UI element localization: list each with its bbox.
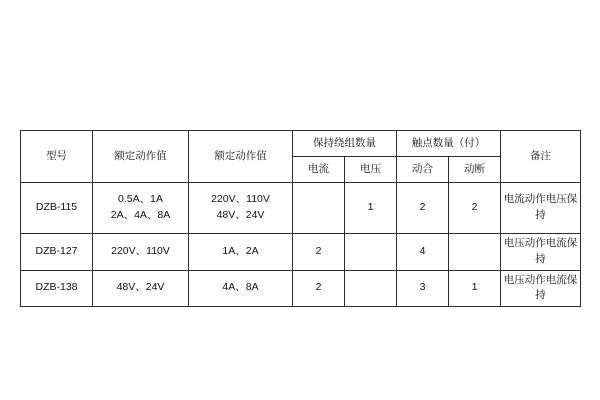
cell-model: DZB-127 [21,234,93,271]
cell-remark: 电压动作电流保持 [501,234,581,271]
header-contact-make: 动合 [397,157,449,183]
cell-holding-current [293,183,345,234]
cell-contact-make: 4 [397,234,449,271]
spec-table-container [20,130,580,307]
cell-rated-value-2: 1A、2A [189,234,293,271]
cell-holding-current: 2 [293,234,345,271]
cell-model: DZB-138 [21,270,93,307]
cell-contact-break: 1 [449,270,501,307]
cell-holding-current: 2 [293,270,345,307]
cell-model: DZB-115 [21,183,93,234]
cell-rated-value-2-line1: 220V、110V [211,193,270,206]
header-rated-action-value-2: 额定动作值 [189,131,293,183]
cell-contact-break: 2 [449,183,501,234]
cell-holding-voltage: 1 [345,183,397,234]
cell-rated-value-1: 220V、110V [93,234,189,271]
header-holding-voltage: 电压 [345,157,397,183]
cell-rated-value-1-line2: 2A、4A、8A [110,209,171,221]
cell-rated-value-2-line2: 48V、24V [216,209,265,221]
header-remark: 备注 [501,131,581,183]
header-rated-action-value-1: 额定动作值 [93,131,189,183]
cell-rated-value-2 [189,183,293,234]
header-contact-break: 动断 [449,157,501,183]
table-row [21,270,581,307]
table-row [21,234,581,271]
cell-rated-value-1-line1: 0.5A、1A [118,193,163,206]
cell-rated-value-2: 4A、8A [189,270,293,307]
table-row [21,183,581,234]
cell-contact-make: 2 [397,183,449,234]
cell-rated-value-1: 48V、24V [93,270,189,307]
cell-remark: 电压动作电流保持 [501,270,581,307]
cell-contact-make: 3 [397,270,449,307]
table-header-row-top [21,131,581,157]
header-contact-count: 触点数量（付） [397,131,501,157]
cell-holding-voltage [345,234,397,271]
header-model: 型号 [21,131,93,183]
cell-rated-value-1 [93,183,189,234]
relay-spec-table [20,130,581,307]
header-holding-current: 电流 [293,157,345,183]
header-holding-winding-count: 保持绕组数量 [293,131,397,157]
cell-contact-break [449,234,501,271]
cell-holding-voltage [345,270,397,307]
cell-remark: 电流动作电压保持 [501,183,581,234]
